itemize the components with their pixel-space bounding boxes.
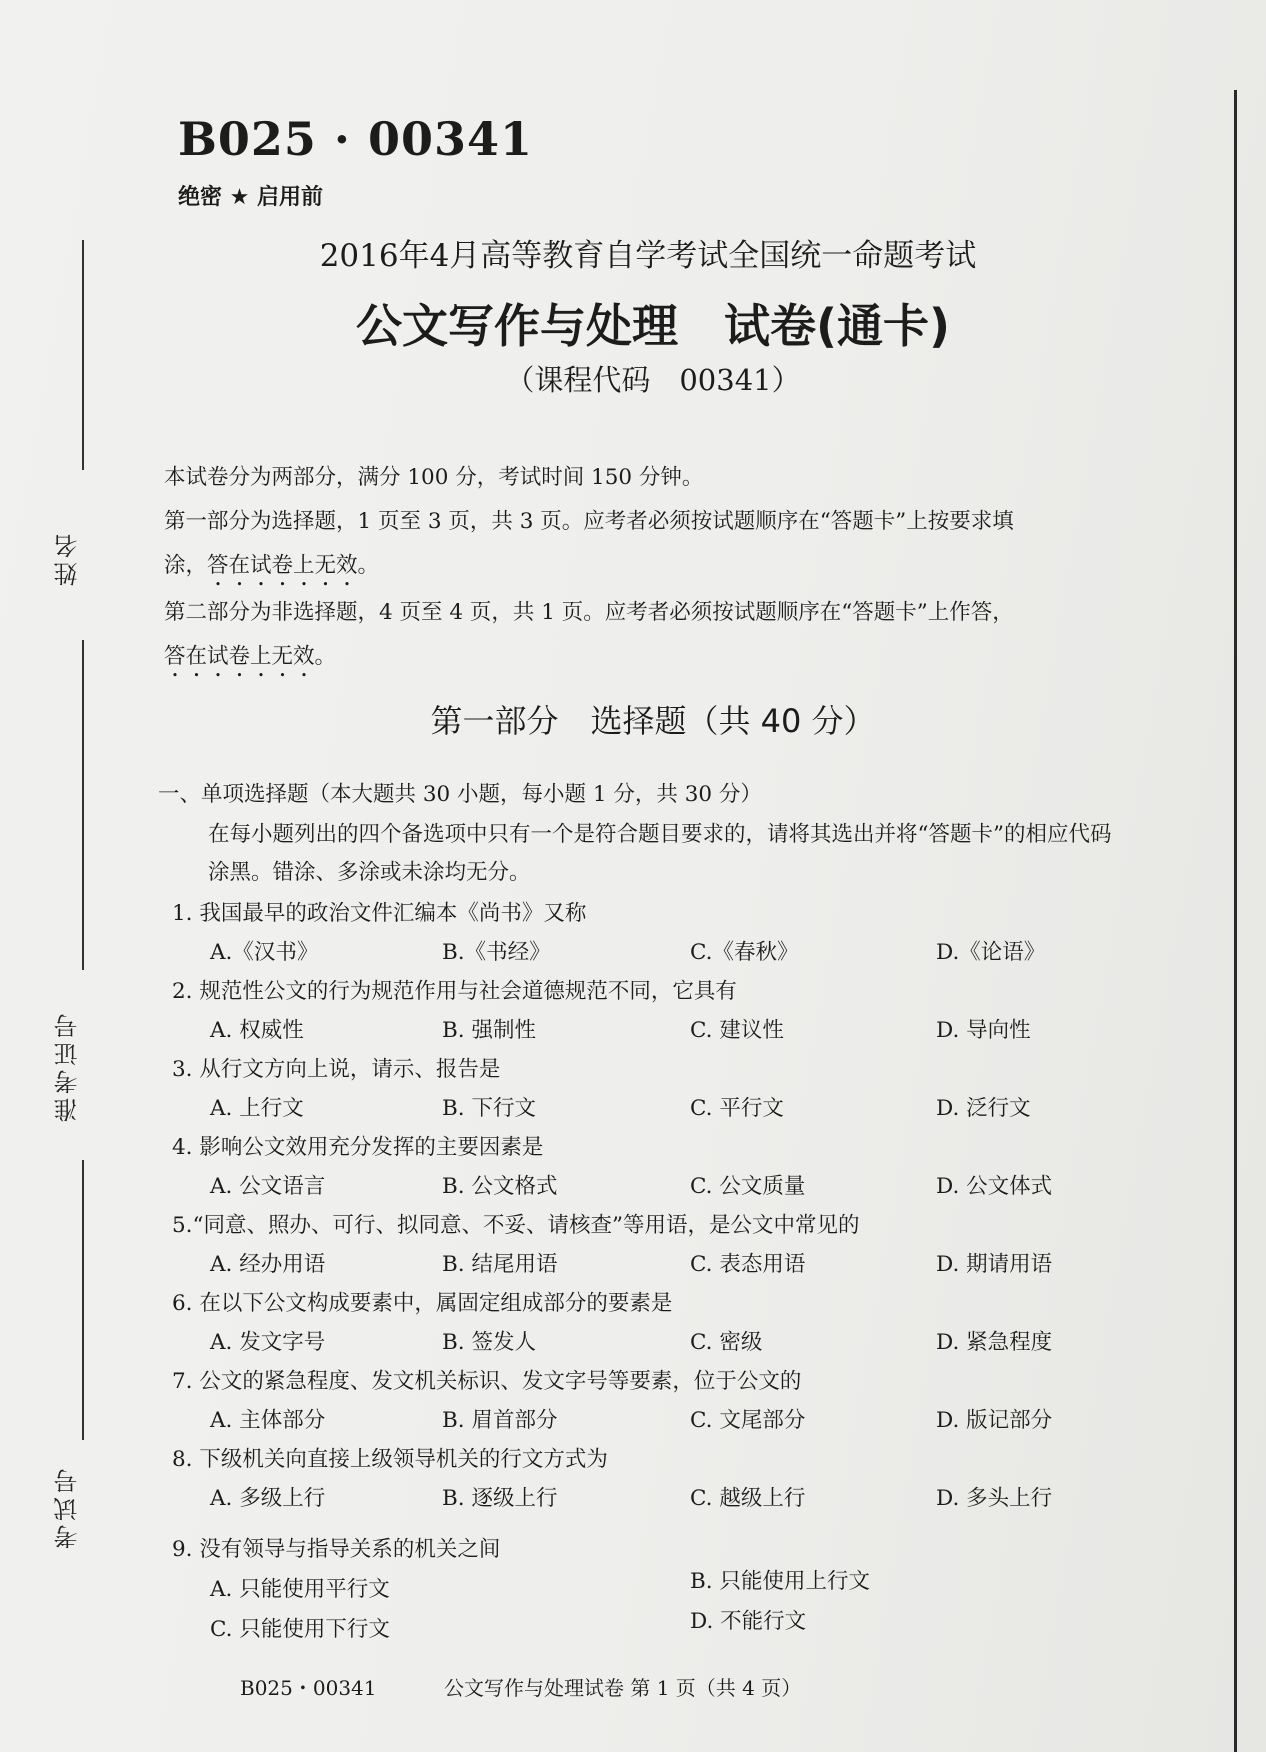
instruction-text: 。 (357, 553, 380, 578)
option-b: B. 下行文 (442, 1096, 536, 1121)
question-stem: 3. 从行文方向上说，请示、报告是 (172, 1057, 501, 1082)
option-a: A. 上行文 (210, 1096, 304, 1121)
option-c: C. 密级 (690, 1330, 763, 1355)
option-a: A. 发文字号 (210, 1330, 326, 1355)
part-title: 第一部分 选择题（共 40 分） (430, 702, 876, 740)
option-d: D. 期请用语 (936, 1252, 1053, 1277)
question-stem: 8. 下级机关向直接上级领导机关的行文方式为 (172, 1447, 608, 1472)
option-b: B. 只能使用上行文 (690, 1569, 870, 1594)
option-b: B. 强制性 (442, 1018, 536, 1043)
option-c: C. 越级上行 (690, 1486, 806, 1511)
emphasis-text: 答在试卷上无效 (164, 644, 315, 669)
option-b: B. 公文格式 (442, 1174, 558, 1199)
option-c: C. 建议性 (690, 1018, 784, 1043)
footer-page-info: 公文写作与处理试卷 第 1 页（共 4 页） (444, 1676, 802, 1700)
course-code: （课程代码 00341） (505, 363, 801, 397)
instruction-line: 第一部分为选择题，1 页至 3 页，共 3 页。应考者必须按试题顺序在“答题卡”上按要求填 (164, 509, 1014, 534)
exam-number-label: 考试号 (54, 1465, 82, 1549)
option-c: C. 文尾部分 (690, 1408, 806, 1433)
option-b: B. 逐级上行 (442, 1486, 558, 1511)
option-a: A. 权威性 (210, 1018, 304, 1043)
option-b: B. 结尾用语 (442, 1252, 558, 1277)
section-title: 一、单项选择题（本大题共 30 小题，每小题 1 分，共 30 分） (158, 782, 762, 807)
name-label: 姓名 (54, 530, 82, 586)
option-a: A. 经办用语 (210, 1252, 326, 1277)
option-a: A. 多级上行 (210, 1486, 326, 1511)
option-d: D. 泛行文 (936, 1096, 1031, 1121)
option-d: D. 紧急程度 (936, 1330, 1053, 1355)
option-d: D. 导向性 (936, 1018, 1031, 1043)
option-d: D.《论语》 (936, 940, 1046, 965)
subject-title: 公文写作与处理 试卷(通卡) (355, 299, 951, 353)
option-c: C. 表态用语 (690, 1252, 806, 1277)
option-d: D. 版记部分 (936, 1408, 1053, 1433)
option-a: A. 只能使用平行文 (210, 1577, 390, 1602)
ticket-line (82, 640, 84, 970)
option-d: D. 不能行文 (690, 1609, 807, 1634)
option-a: A.《汉书》 (210, 940, 319, 965)
question-stem: 5.“同意、照办、可行、拟同意、不妥、请核查”等用语，是公文中常见的 (172, 1213, 860, 1238)
secret-mark: 绝密 ★ 启用前 (178, 185, 324, 210)
paper-code: B025 · 00341 (178, 112, 533, 166)
option-b: B. 眉首部分 (442, 1408, 558, 1433)
ticket-label: 准考证号 (54, 1010, 82, 1122)
question-stem: 7. 公文的紧急程度、发文机关标识、发文字号等要素，位于公文的 (172, 1369, 802, 1394)
instruction-line: 本试卷分为两部分，满分 100 分，考试时间 150 分钟。 (164, 465, 704, 490)
instructions (164, 456, 1154, 682)
option-c: C.《春秋》 (690, 940, 799, 965)
question-stem: 2. 规范性公文的行为规范作用与社会道德规范不同，它具有 (172, 979, 737, 1004)
footer-code: B025・00341 (240, 1676, 377, 1700)
question-stem: 9. 没有领导与指导关系的机关之间 (172, 1537, 501, 1562)
option-c: C. 公文质量 (690, 1174, 806, 1199)
question-stem: 1. 我国最早的政治文件汇编本《尚书》又称 (172, 901, 587, 926)
section-description: 在每小题列出的四个备选项中只有一个是符合题目要求的，请将其选出并将“答题卡”的相应代码涂黑。错涂、多涂或未涂均无分。 (208, 822, 1112, 885)
option-d: D. 多头上行 (936, 1486, 1053, 1511)
option-b: B. 签发人 (442, 1330, 536, 1355)
option-a: A. 公文语言 (210, 1174, 326, 1199)
option-c: C. 平行文 (690, 1096, 784, 1121)
instruction-line: 第二部分为非选择题，4 页至 4 页，共 1 页。应考者必须按试题顺序在“答题卡”上作答， (164, 600, 1014, 625)
instruction-text: 。 (314, 644, 337, 669)
instruction-line (164, 544, 1154, 591)
option-a: A. 主体部分 (210, 1408, 326, 1433)
instruction-line (164, 635, 1154, 682)
option-b: B.《书经》 (442, 940, 551, 965)
emphasis-text: 答在试卷上无效 (207, 553, 358, 578)
instruction-text: 涂， (164, 553, 208, 578)
exam-number-line (82, 1160, 84, 1440)
exam-title: 2016年4月高等教育自学考试全国统一命题考试 (319, 238, 977, 274)
question-stem: 4. 影响公文效用充分发挥的主要因素是 (172, 1135, 544, 1160)
option-c: C. 只能使用下行文 (210, 1617, 390, 1642)
option-d: D. 公文体式 (936, 1174, 1053, 1199)
question-stem: 6. 在以下公文构成要素中，属固定组成部分的要素是 (172, 1291, 673, 1316)
